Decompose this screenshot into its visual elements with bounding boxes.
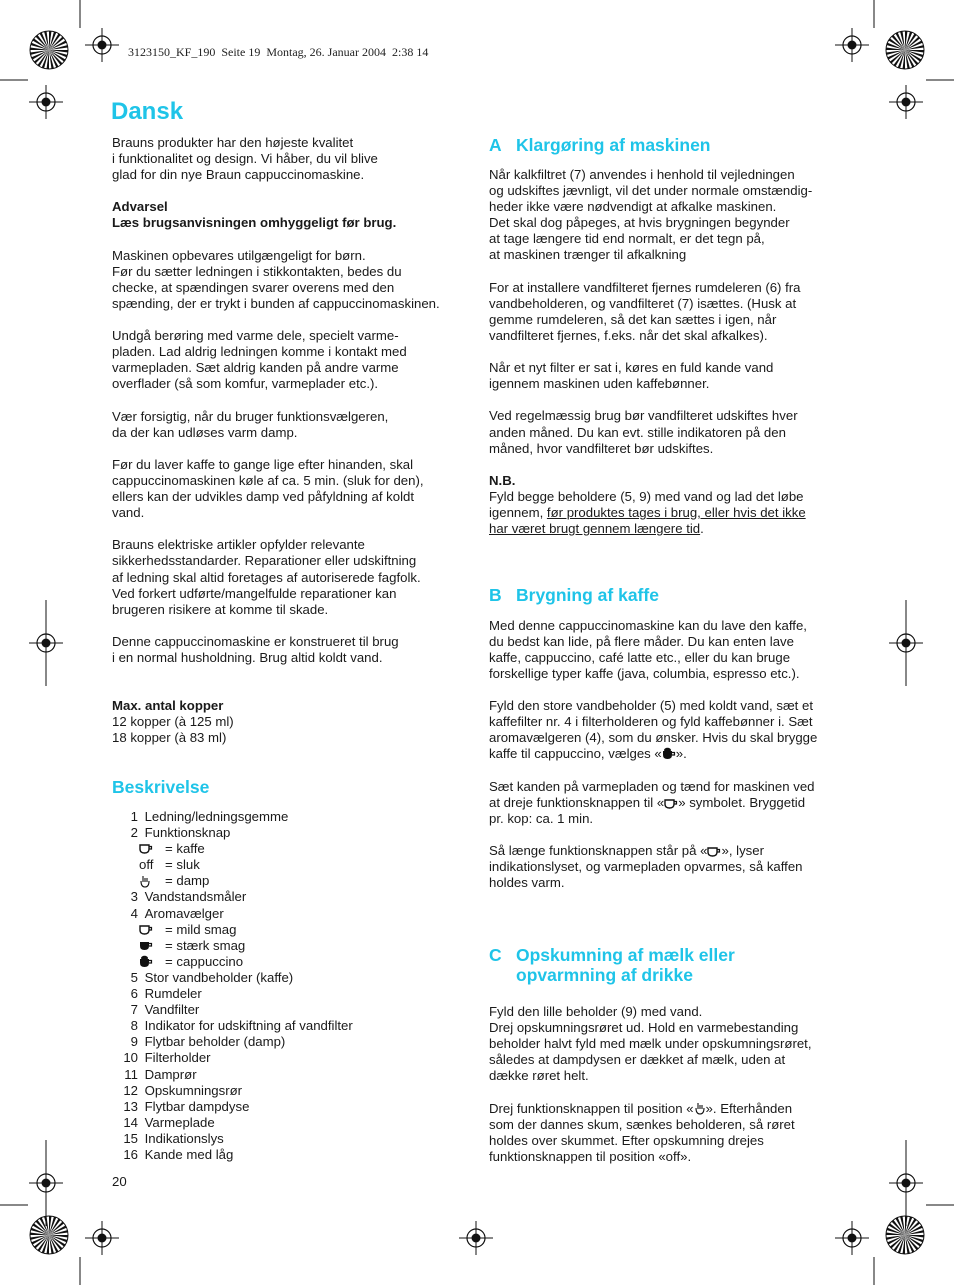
steam-icon xyxy=(139,875,151,888)
section-a-line: Ved regelmæssig brug bør vandfilteret udskiftes hver xyxy=(489,408,798,424)
left-paragraph-line: Før du sætter ledningen i stikkontakten, bedes du xyxy=(112,263,402,279)
heading-beskrivelse: Beskrivelse xyxy=(112,777,210,797)
page-title: Dansk xyxy=(111,98,184,125)
nb-line: Fyld begge beholdere (5, 9) med vand og lad det løbe xyxy=(489,488,804,504)
list-item: 11 Damprør xyxy=(124,1066,197,1082)
left-paragraph-line: varmepladen. Sæt aldrig kanden på andre varme xyxy=(112,360,399,376)
section-b-line: kaffefilter nr. 4 i filterholderen og fyld kaffebønner i. Sæt xyxy=(489,714,813,730)
left-paragraph-line: cappuccinomaskinen køle af ca. 5 min. (sluk for den), xyxy=(112,472,424,488)
section-a-line: at tage længere tid end normalt, er det tegn på, xyxy=(489,231,765,247)
warning-subtitle: Læs brugsanvisningen omhyggeligt før brug. xyxy=(112,215,397,231)
left-paragraph-line: Denne cappuccinomaskine er konstrueret til brug xyxy=(112,633,399,649)
cup-icon xyxy=(139,925,153,935)
section-b-line: forskellige typer kaffe (java, columbia, espresso etc.). xyxy=(489,665,800,681)
cappuccino-icon xyxy=(662,747,676,760)
section-b-line: Fyld den store vandbeholder (5) med koldt vand, sæt et xyxy=(489,698,814,714)
list-item: 15 Indikationslys xyxy=(123,1130,224,1146)
list-item: 12 Opskumningsrør xyxy=(123,1082,243,1098)
list-item: 6 Rumdeler xyxy=(130,986,202,1002)
section-letter: C xyxy=(489,945,502,965)
cup-icon xyxy=(664,799,678,809)
left-paragraph-line: brugeren risikere at komme til skade. xyxy=(112,601,329,617)
intro-line: glad for din nye Braun cappuccinomaskine. xyxy=(112,167,365,183)
section-a-line: vandbeholderen, og vandfilteret (7) isættes. (Husk at xyxy=(489,295,797,311)
left-paragraph-line: overflader (så som komfur, varmeplader etc.). xyxy=(112,376,379,392)
section-a-line: og udskiftes jævnligt, vil det under normale omstændig- xyxy=(489,183,813,199)
section-b-line: indikationslyset, og varmepladen opvarmes, så kaffen xyxy=(489,859,803,875)
section-b-line: du bedst kan lide, på flere måder. Du kan enten lave xyxy=(489,633,794,649)
section-b-line: kaffe til cappuccino, vælges « ». xyxy=(489,746,687,762)
list-item: 16 Kande med låg xyxy=(123,1146,234,1162)
section-a-line: For at installere vandfilteret fjernes rumdeleren (6) fra xyxy=(489,279,801,295)
section-c-line: holdes over skummet. Efter opskumning drejes xyxy=(489,1132,764,1148)
max-cups-line: 12 kopper (à 125 ml) xyxy=(112,714,234,730)
section-a-line: igennem maskinen uden kaffebønner. xyxy=(489,376,710,392)
list-item: 13 Flytbar dampdyse xyxy=(123,1098,250,1114)
left-paragraph-line: checke, at spændingen svarer overens med den xyxy=(112,279,395,295)
section-title-line2: opvarmning af drikke xyxy=(516,965,693,985)
section-a-line: gemme rumdeleren, så det kan sættes i igen, når xyxy=(489,311,777,327)
list-item: 9 Flytbar beholder (damp) xyxy=(130,1034,286,1050)
left-paragraph-line: sikkerhedsstandarder. Reparationer eller udskiftning xyxy=(112,553,417,569)
list-item: 14 Varmeplade xyxy=(123,1114,215,1130)
section-c-line: Drej opskumningsrøret ud. Hold en varmebestanding xyxy=(489,1020,799,1036)
section-c-line: Drej funktionsknappen til position « ». Efterhånden xyxy=(489,1100,793,1116)
section-b-line: kaffe, cappuccino, café latte etc., eller du kan bruge xyxy=(489,649,791,665)
strong-cup-icon xyxy=(139,941,153,951)
list-subitem: = mild smag xyxy=(112,922,353,938)
section-b-line: aromavælgeren (4), som du ønsker. Hvis du skal brygge xyxy=(489,730,818,746)
print-header: 3123150_KF_190 Seite 19 Montag, 26. Januar 2004 2:38 14 xyxy=(128,45,429,59)
warning-title: Advarsel xyxy=(112,199,168,215)
nb-line: har været brugt gennem længere tid. xyxy=(489,521,704,537)
section-title: Brygning af kaffe xyxy=(516,585,659,605)
left-paragraph-line: ellers kan der udvikles damp ved påfyldning af koldt xyxy=(112,489,415,505)
list-subitem: = stærk smag xyxy=(112,938,353,954)
list-item: 7 Vandfilter xyxy=(130,1002,200,1018)
left-paragraph-line: pladen. Lad aldrig ledningen komme i kontakt med xyxy=(112,344,407,360)
section-b-line: Med denne cappuccinomaskine kan du lave den kaffe, xyxy=(489,617,807,633)
cup-icon xyxy=(139,844,153,854)
left-paragraph-line: Brauns elektriske artikler opfylder relevante xyxy=(112,537,365,553)
section-letter: A xyxy=(489,135,502,155)
section-a-line: heder ikke være nødvendigt at afkalke maskinen. xyxy=(489,199,777,215)
list-item: 3 Vandstandsmåler xyxy=(130,889,247,905)
list-item: 2 Funktionsknap xyxy=(130,825,231,841)
list-subitem: = cappuccino xyxy=(112,954,353,970)
right-column xyxy=(489,167,849,1165)
section-c-line: dække røret helt. xyxy=(489,1068,589,1084)
left-paragraph-line: Vær forsigtig, når du bruger funktionsvælgeren, xyxy=(112,408,389,424)
left-paragraph-line: Før du laver kaffe to gange lige efter hinanden, skal xyxy=(112,456,414,472)
section-b-line: pr. kop: ca. 1 min. xyxy=(489,810,594,826)
list-item: 10 Filterholder xyxy=(123,1050,211,1066)
max-cups-title: Max. antal kopper xyxy=(112,698,224,714)
section-c-line: funktionsknappen til position «off». xyxy=(489,1148,692,1164)
left-paragraph-line: af ledning skal altid foretages af autoriserede fagfolk. xyxy=(112,569,421,585)
list-item: 4 Aromavælger xyxy=(130,905,224,921)
section-c-line: Fyld den lille beholder (9) med vand. xyxy=(489,1003,703,1019)
section-a-line: vandfilteret fjernes, f.eks. når det skal afkalkes). xyxy=(489,327,768,343)
nb-line: igennem, før produktes tages i brug, eller hvis det ikke xyxy=(489,504,806,520)
intro-line: Brauns produkter har den højeste kvalitet xyxy=(112,135,354,150)
section-c-line: som der dannes skum, sænkes beholderen, så røret xyxy=(489,1116,795,1132)
nb-title: N.B. xyxy=(489,472,516,488)
list-subitem: = kaffe xyxy=(112,841,353,857)
section-c-line: således at dampdysen er dækket af mælk, uden at xyxy=(489,1052,786,1068)
section-a-line: Når kalkfiltret (7) anvendes i henhold til vejledningen xyxy=(489,167,795,182)
description-list xyxy=(112,809,353,1163)
left-paragraph-line: spænding, der er trykt i bunden af cappuccinomaskinen. xyxy=(112,295,440,311)
steam-icon xyxy=(694,1102,706,1115)
left-paragraph-line: i en normal husholdning. Brug altid koldt vand. xyxy=(112,650,383,665)
section-a-line: at maskinen trænger til afkalkning xyxy=(489,247,687,263)
section-b-line: holdes varm. xyxy=(489,875,565,891)
left-column xyxy=(112,135,472,747)
section-letter: B xyxy=(489,585,502,605)
left-paragraph-line: vand. xyxy=(112,505,145,521)
heading-section-b xyxy=(489,585,659,605)
section-c-line: beholder halvt fyld med mælk under opskumningsrøret, xyxy=(489,1036,812,1052)
cup-icon xyxy=(707,847,721,857)
section-b-line: Så længe funktionsknappen står på « », lyser xyxy=(489,842,764,858)
cappuccino-icon xyxy=(139,955,153,968)
heading-section-c xyxy=(489,945,735,985)
section-a-line: måned, hvor vandfilteret bør udskiftes. xyxy=(489,440,714,456)
list-subitem: = damp xyxy=(112,873,353,889)
section-a-line: Det skal dog påpeges, at hvis brygningen begynder xyxy=(489,215,790,231)
intro-line: i funktionalitet og design. Vi håber, du vil blive xyxy=(112,151,378,167)
section-title: Klargøring af maskinen xyxy=(516,135,711,155)
list-item: 1 Ledning/ledningsgemme xyxy=(130,809,289,824)
heading-section-a xyxy=(489,135,711,155)
list-item: 8 Indikator for udskiftning af vandfilter xyxy=(130,1018,353,1034)
max-cups-line: 18 kopper (à 83 ml) xyxy=(112,730,227,746)
left-paragraph-line: Undgå berøring med varme dele, specielt varme- xyxy=(112,328,399,344)
section-title-line1: Opskumning af mælk eller xyxy=(516,945,735,965)
section-b-line: at dreje funktionsknappen til « » symbolet. Bryggetid xyxy=(489,794,806,810)
section-a-line: anden måned. Du kan evt. stille indikatoren på den xyxy=(489,424,786,440)
section-b-line: Sæt kanden på varmepladen og tænd for maskinen ved xyxy=(489,778,815,794)
section-a-line: Når et nyt filter er sat i, køres en fuld kande vand xyxy=(489,360,774,376)
list-item: 5 Stor vandbeholder (kaffe) xyxy=(130,969,294,985)
list-subitem: off = sluk xyxy=(139,857,200,873)
left-paragraph-line: Maskinen opbevares utilgængeligt for børn. xyxy=(112,247,366,263)
page-number: 20 xyxy=(112,1174,127,1189)
left-paragraph-line: Ved forkert udførte/mangelfulde reparationer kan xyxy=(112,585,397,601)
left-paragraph-line: da der kan udløses varm damp. xyxy=(112,424,298,440)
